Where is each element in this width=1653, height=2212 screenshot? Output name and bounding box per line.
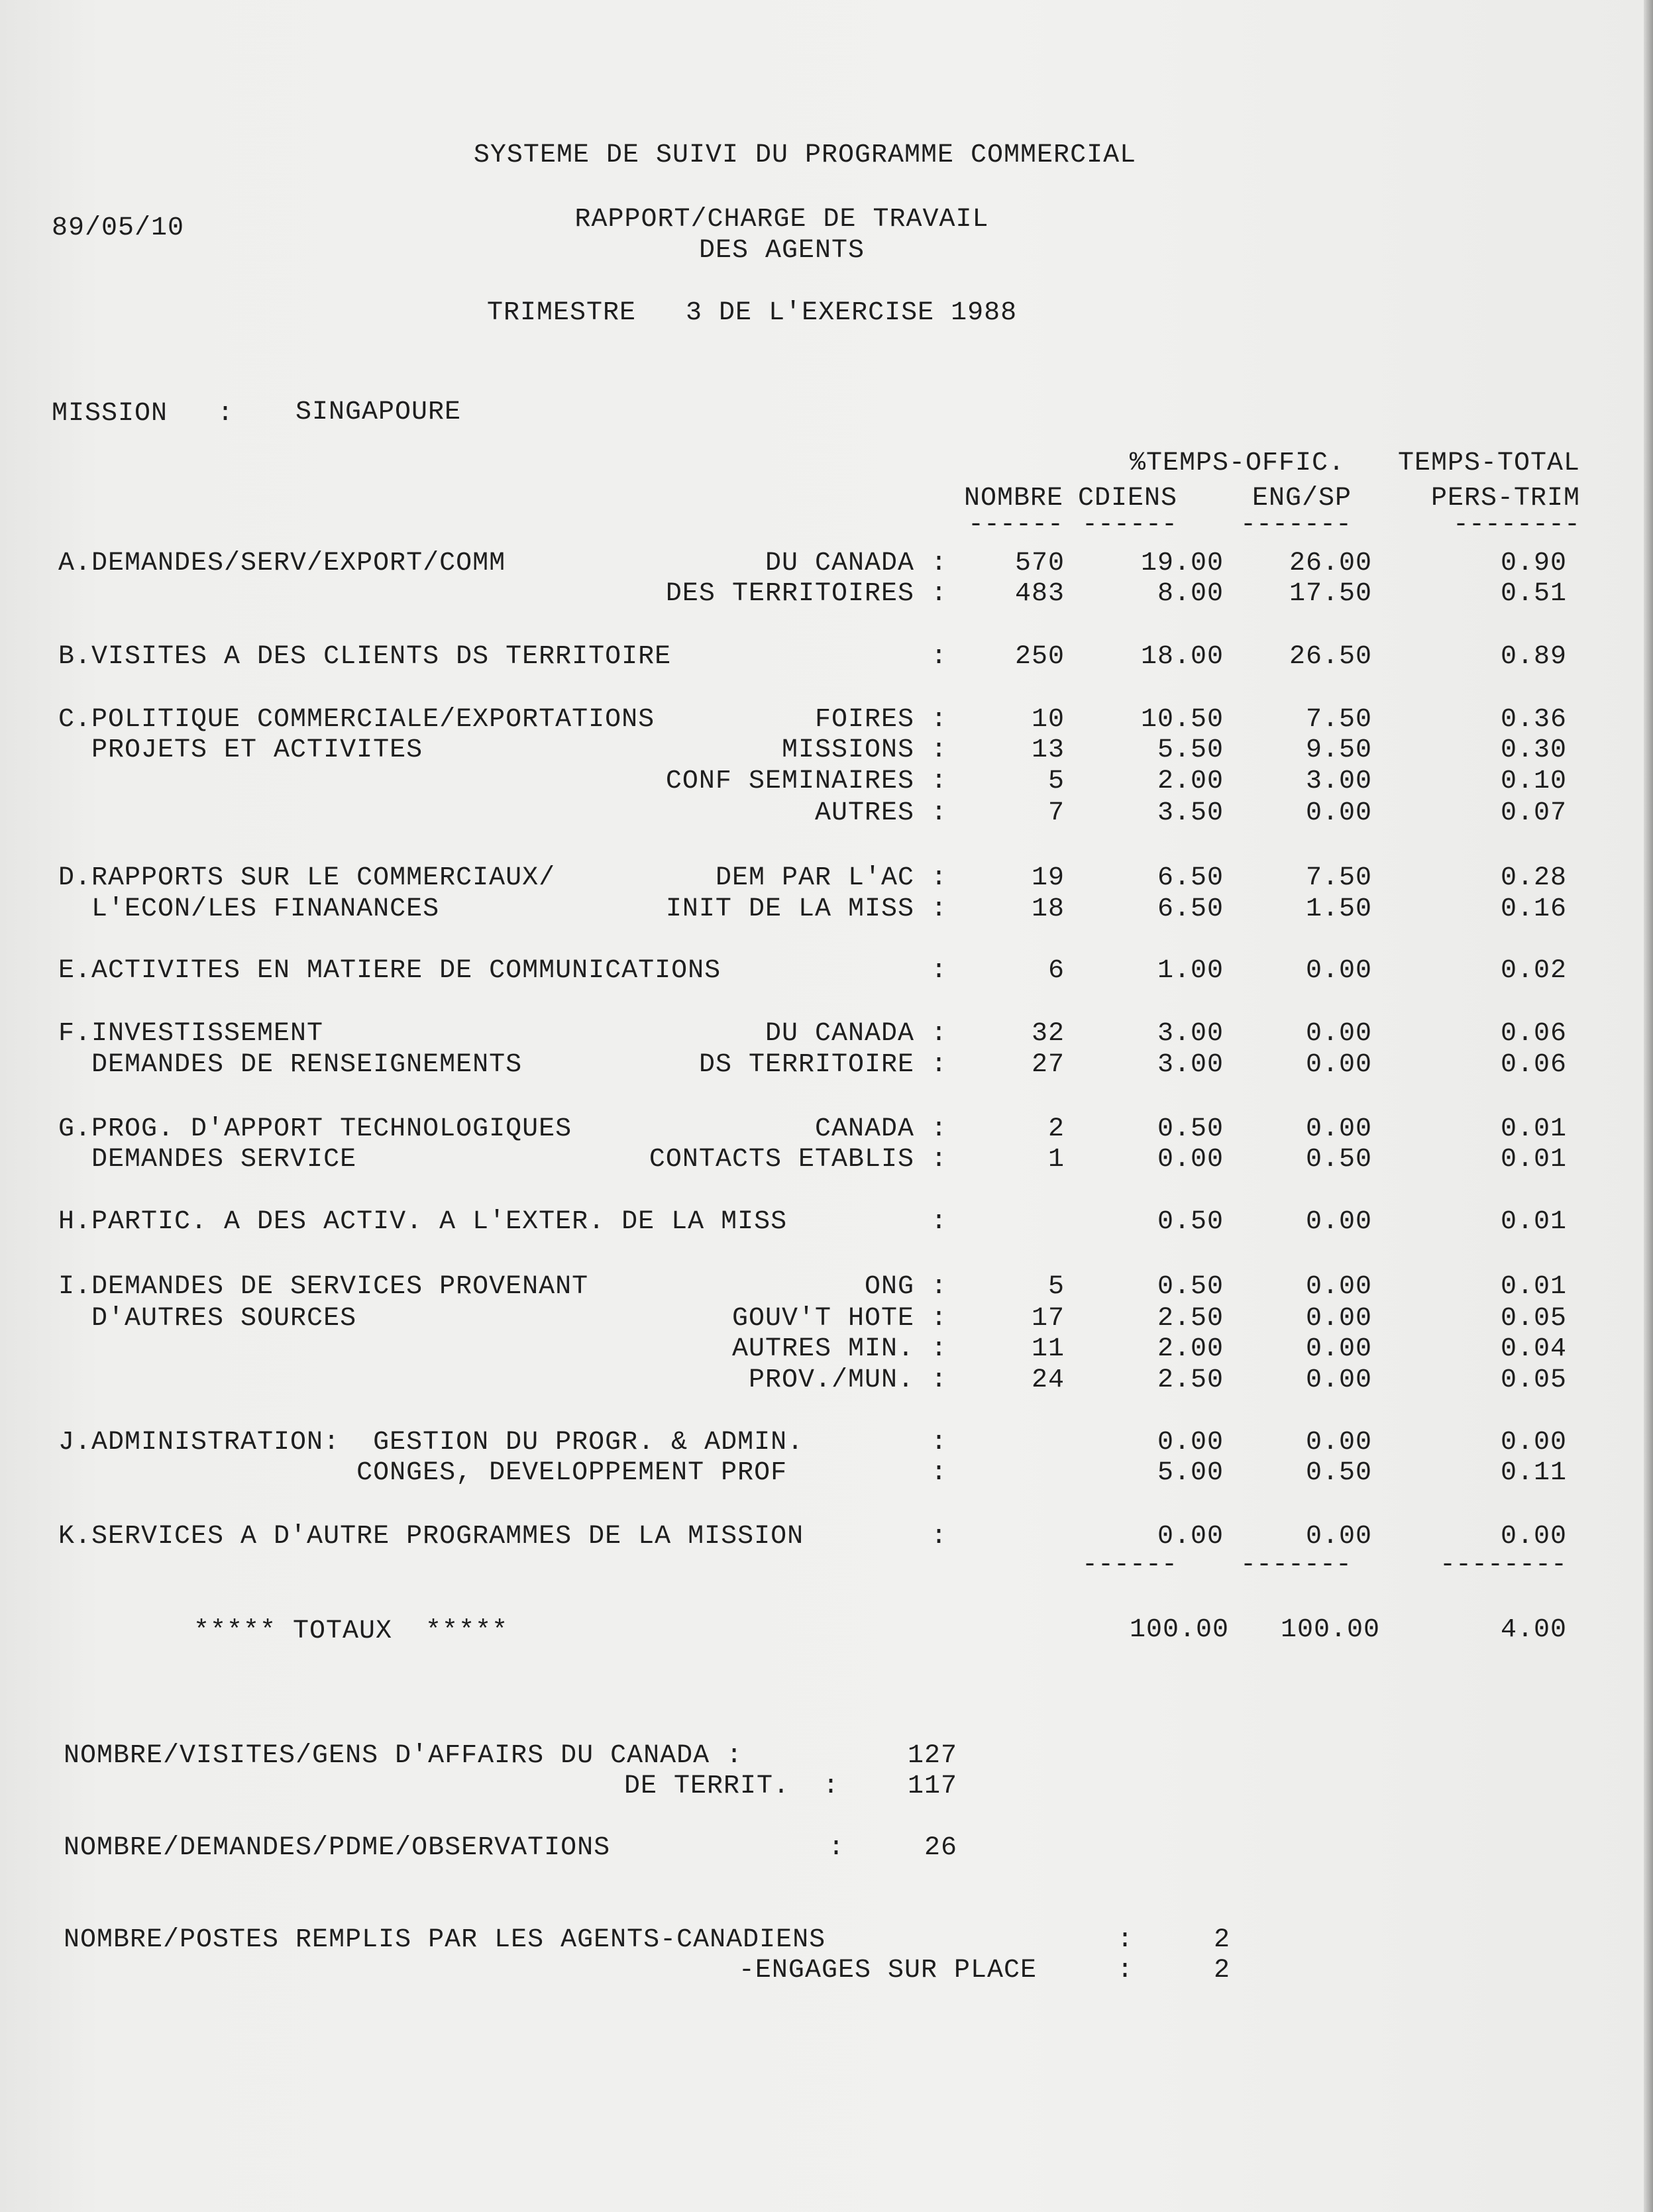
system-title: SYSTEME DE SUIVI DU PROGRAMME COMMERCIAL (473, 140, 1137, 170)
demandes-pdme-label: NOMBRE/DEMANDES/PDME/OBSERVATIONS (64, 1833, 611, 1863)
row-cdiens: 2.50 (1157, 1304, 1224, 1334)
row-pers-trim: 0.01 (1500, 1145, 1567, 1175)
row-engsp: 7.50 (1305, 705, 1372, 735)
row-nombre: 32 (1031, 1019, 1065, 1049)
engages-sur-place-value: 2 (1213, 1956, 1230, 1985)
row-cdiens: 2.00 (1157, 766, 1224, 796)
row-engsp: 0.00 (1305, 1522, 1372, 1552)
row-pers-trim: 0.06 (1500, 1050, 1567, 1080)
row-pers-trim: 0.01 (1500, 1207, 1567, 1237)
row-label: C.POLITIQUE COMMERCIALE/EXPORTATIONS (58, 705, 655, 735)
row-pers-trim: 0.00 (1500, 1522, 1567, 1552)
row-sublabel: PROV./MUN. : (748, 1365, 947, 1395)
row-nombre: 5 (1047, 766, 1065, 796)
row-label: D'AUTRES SOURCES (58, 1304, 357, 1334)
row-nombre: 2 (1047, 1114, 1065, 1144)
row-sublabel: : (930, 1428, 947, 1457)
row-pers-trim: 0.01 (1500, 1272, 1567, 1302)
row-sublabel: : (930, 1458, 947, 1488)
row-pers-trim: 0.36 (1500, 705, 1567, 735)
row-engsp: 0.50 (1305, 1458, 1372, 1488)
row-label: H.PARTIC. A DES ACTIV. A L'EXTER. DE LA MISS (58, 1207, 788, 1237)
pers-trim-header: PERS-TRIM (1430, 484, 1580, 513)
temps-total-header: TEMPS-TOTAL (1397, 448, 1580, 478)
nombre-header: NOMBRE (963, 484, 1063, 513)
row-engsp: 0.00 (1305, 1304, 1372, 1334)
row-cdiens: 0.00 (1157, 1522, 1224, 1552)
report-period: TRIMESTRE 3 DE L'EXERCISE 1988 (487, 298, 1018, 328)
row-cdiens: 0.50 (1157, 1272, 1224, 1302)
totals-cdiens: 100.00 (1129, 1615, 1229, 1645)
row-sublabel: : (930, 642, 947, 672)
row-pers-trim: 0.89 (1500, 642, 1567, 672)
row-engsp: 9.50 (1305, 735, 1372, 765)
row-label: E.ACTIVITES EN MATIERE DE COMMUNICATIONS (58, 956, 721, 986)
row-engsp: 26.50 (1289, 642, 1372, 672)
row-pers-trim: 0.02 (1500, 956, 1567, 986)
mission-value: SINGAPOURE (295, 397, 462, 427)
visites-canada-value: 127 (907, 1741, 957, 1771)
row-engsp: 3.00 (1305, 766, 1372, 796)
row-cdiens: 0.50 (1157, 1207, 1224, 1237)
postes-canadiens-label: NOMBRE/POSTES REMPLIS PAR LES AGENTS-CANADIENS (64, 1925, 826, 1955)
report-title-line2: DES AGENTS (698, 236, 865, 266)
row-pers-trim: 0.51 (1500, 579, 1567, 609)
row-nombre: 250 (1014, 642, 1065, 672)
row-engsp: 0.00 (1305, 1019, 1372, 1049)
row-sublabel: AUTRES MIN. : (731, 1334, 947, 1364)
row-engsp: 0.50 (1305, 1145, 1372, 1175)
row-cdiens: 2.00 (1157, 1334, 1224, 1364)
row-nombre: 27 (1031, 1050, 1065, 1080)
row-engsp: 0.00 (1305, 798, 1372, 828)
row-cdiens: 2.50 (1157, 1365, 1224, 1395)
row-sublabel: DU CANADA : (765, 549, 947, 578)
row-pers-trim: 0.28 (1500, 863, 1567, 893)
pct-temps-offic-header: %TEMPS-OFFIC. (1129, 448, 1345, 478)
row-pers-trim: 0.90 (1500, 549, 1567, 578)
row-label: F.INVESTISSEMENT (58, 1019, 324, 1049)
row-engsp: 7.50 (1305, 863, 1372, 893)
row-nombre: 13 (1031, 735, 1065, 765)
engsp-header: ENG/SP (1252, 484, 1352, 513)
row-cdiens: 0.50 (1157, 1114, 1224, 1144)
engsp-underline: ------- (1240, 510, 1352, 540)
row-label: J.ADMINISTRATION: GESTION DU PROGR. & ADMIN. (58, 1428, 804, 1457)
row-nombre: 24 (1031, 1365, 1065, 1395)
row-pers-trim: 0.11 (1500, 1458, 1567, 1488)
row-engsp: 0.00 (1305, 1365, 1372, 1395)
row-engsp: 0.00 (1305, 956, 1372, 986)
row-engsp: 0.00 (1305, 1114, 1372, 1144)
row-sublabel: ONG : (864, 1272, 947, 1302)
row-sublabel: DEM PAR L'AC : (715, 863, 947, 893)
row-engsp: 26.00 (1289, 549, 1372, 578)
row-sublabel: : (930, 1522, 947, 1552)
engages-sur-place-colon: : (1117, 1956, 1134, 1985)
row-cdiens: 0.00 (1157, 1428, 1224, 1457)
totals-engsp-underline: ------- (1240, 1550, 1352, 1580)
row-pers-trim: 0.05 (1500, 1304, 1567, 1334)
row-pers-trim: 0.10 (1500, 766, 1567, 796)
row-cdiens: 3.50 (1157, 798, 1224, 828)
engages-sur-place-label: -ENGAGES SUR PLACE (738, 1956, 1037, 1985)
row-engsp: 0.00 (1305, 1272, 1372, 1302)
row-nombre: 483 (1014, 579, 1065, 609)
row-nombre: 1 (1047, 1145, 1065, 1175)
visites-territ-value: 117 (907, 1771, 957, 1801)
row-cdiens: 0.00 (1157, 1145, 1224, 1175)
row-cdiens: 6.50 (1157, 894, 1224, 924)
row-label: DEMANDES SERVICE (58, 1145, 357, 1175)
row-label: I.DEMANDES DE SERVICES PROVENANT (58, 1272, 589, 1302)
row-sublabel: FOIRES : (814, 705, 947, 735)
mission-label: MISSION : (52, 399, 235, 429)
row-engsp: 0.00 (1305, 1050, 1372, 1080)
row-cdiens: 19.00 (1140, 549, 1224, 578)
row-nombre: 18 (1031, 894, 1065, 924)
row-sublabel: INIT DE LA MISS : (665, 894, 947, 924)
row-engsp: 0.00 (1305, 1428, 1372, 1457)
totals-cdiens-underline: ------ (1081, 1550, 1177, 1580)
row-sublabel: DES TERRITOIRES : (665, 579, 947, 609)
row-sublabel: DU CANADA : (765, 1019, 947, 1049)
row-engsp: 0.00 (1305, 1207, 1372, 1237)
totals-total-underline: -------- (1439, 1550, 1567, 1580)
demandes-pdme-colon: : (828, 1833, 845, 1863)
row-cdiens: 6.50 (1157, 863, 1224, 893)
nombre-underline: ------ (967, 510, 1063, 540)
row-cdiens: 8.00 (1157, 579, 1224, 609)
visites-territ-label: DE TERRIT. : (623, 1771, 839, 1801)
row-pers-trim: 0.30 (1500, 735, 1567, 765)
row-nombre: 10 (1031, 705, 1065, 735)
totals-label: ***** TOTAUX ***** (193, 1616, 509, 1646)
row-sublabel: AUTRES : (814, 798, 947, 828)
page-edge-shadow (1644, 0, 1653, 2212)
row-label: DEMANDES DE RENSEIGNEMENTS (58, 1050, 523, 1080)
row-cdiens: 5.00 (1157, 1458, 1224, 1488)
row-cdiens: 5.50 (1157, 735, 1224, 765)
row-pers-trim: 0.16 (1500, 894, 1567, 924)
row-sublabel: DS TERRITOIRE : (698, 1050, 947, 1080)
row-sublabel: : (930, 1207, 947, 1237)
row-pers-trim: 0.01 (1500, 1114, 1567, 1144)
row-label: G.PROG. D'APPORT TECHNOLOGIQUES (58, 1114, 572, 1144)
row-label: CONGES, DEVELOPPEMENT PROF (58, 1458, 788, 1488)
row-pers-trim: 0.06 (1500, 1019, 1567, 1049)
report-title-line1: RAPPORT/CHARGE DE TRAVAIL (574, 205, 989, 235)
row-label: K.SERVICES A D'AUTRE PROGRAMMES DE LA MISSION (58, 1522, 804, 1552)
row-pers-trim: 0.04 (1500, 1334, 1567, 1364)
row-sublabel: GOUV'T HOTE : (731, 1304, 947, 1334)
row-sublabel: CONF SEMINAIRES : (665, 766, 947, 796)
row-pers-trim: 0.00 (1500, 1428, 1567, 1457)
row-label: PROJETS ET ACTIVITES (58, 735, 423, 765)
row-engsp: 17.50 (1289, 579, 1372, 609)
row-sublabel: : (930, 956, 947, 986)
report-date: 89/05/10 (52, 213, 185, 243)
row-nombre: 6 (1047, 956, 1065, 986)
pers-trim-underline: -------- (1452, 510, 1580, 540)
row-label: L'ECON/LES FINANANCES (58, 894, 440, 924)
row-sublabel: CANADA : (814, 1114, 947, 1144)
row-nombre: 17 (1031, 1304, 1065, 1334)
visites-canada-label: NOMBRE/VISITES/GENS D'AFFAIRS DU CANADA : (64, 1741, 743, 1771)
postes-canadiens-value: 2 (1213, 1925, 1230, 1955)
row-cdiens: 3.00 (1157, 1050, 1224, 1080)
row-nombre: 19 (1031, 863, 1065, 893)
cdiens-underline: ------ (1081, 510, 1177, 540)
row-cdiens: 3.00 (1157, 1019, 1224, 1049)
row-cdiens: 10.50 (1140, 705, 1224, 735)
row-nombre: 11 (1031, 1334, 1065, 1364)
totals-engsp: 100.00 (1280, 1615, 1380, 1645)
row-cdiens: 18.00 (1140, 642, 1224, 672)
row-pers-trim: 0.07 (1500, 798, 1567, 828)
row-cdiens: 1.00 (1157, 956, 1224, 986)
demandes-pdme-value: 26 (924, 1833, 957, 1863)
row-nombre: 7 (1047, 798, 1065, 828)
row-pers-trim: 0.05 (1500, 1365, 1567, 1395)
totals-pers-trim: 4.00 (1500, 1615, 1567, 1645)
row-engsp: 1.50 (1305, 894, 1372, 924)
row-label: D.RAPPORTS SUR LE COMMERCIAUX/ (58, 863, 556, 893)
row-label: B.VISITES A DES CLIENTS DS TERRITOIRE (58, 642, 672, 672)
row-sublabel: MISSIONS : (781, 735, 947, 765)
row-engsp: 0.00 (1305, 1334, 1372, 1364)
row-nombre: 570 (1014, 549, 1065, 578)
row-nombre: 5 (1047, 1272, 1065, 1302)
postes-canadiens-colon: : (1117, 1925, 1134, 1955)
row-sublabel: CONTACTS ETABLIS : (649, 1145, 947, 1175)
row-label: A.DEMANDES/SERV/EXPORT/COMM (58, 549, 506, 578)
cdiens-header: CDIENS (1077, 484, 1177, 513)
